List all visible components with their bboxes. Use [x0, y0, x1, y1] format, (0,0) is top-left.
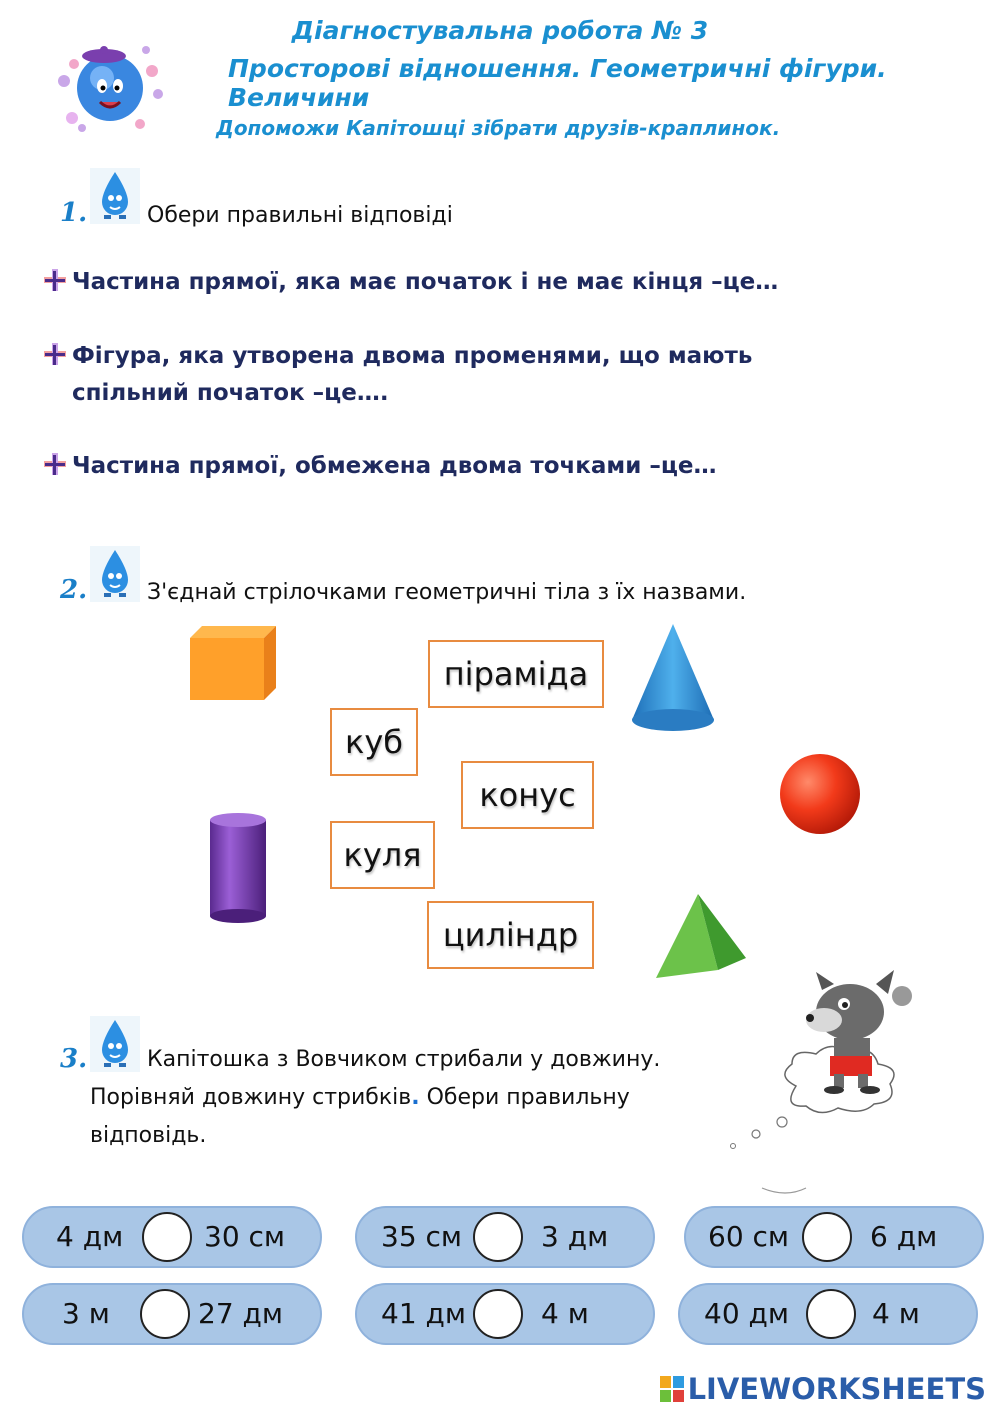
water-drop-icon [90, 168, 140, 224]
liveworksheets-logo [660, 1372, 986, 1406]
compare-pill [355, 1206, 655, 1268]
task3-line-1: Капітошка з Вовчиком стрибали у довжину. [147, 1047, 661, 1072]
answer-circle[interactable] [142, 1212, 192, 1262]
task1-instruction: Обери правильні відповіді [147, 203, 453, 228]
task3-line-2c: Обери правильну [419, 1085, 630, 1110]
compare-left: 3 м [62, 1297, 110, 1330]
question-3: Частина прямої, обмежена двома точками –це… [72, 453, 717, 479]
question-2-line-2: спільний початок –це…. [72, 380, 389, 406]
answer-circle[interactable] [473, 1289, 523, 1339]
compare-left: 41 дм [381, 1297, 467, 1330]
task3-line-2a: Порівняй довжину стрибків [90, 1085, 412, 1110]
liveworksheets-text: LIVEWORKSHEETS [687, 1372, 986, 1406]
compare-right: 30 см [204, 1220, 286, 1253]
cube-icon[interactable] [188, 624, 278, 702]
question-1: Частина прямої, яка має початок і не має кінця –це… [72, 269, 779, 295]
task3-line-2-dot: . [411, 1085, 420, 1110]
compare-right: 27 дм [198, 1297, 284, 1330]
water-drop-icon [90, 1016, 140, 1072]
compare-pill [355, 1283, 655, 1345]
title-line-1: Діагностувальна робота № 3 [291, 16, 709, 45]
word-box-tsylindr[interactable]: циліндр [427, 901, 594, 969]
sphere-icon[interactable] [778, 752, 862, 836]
bullet-icon [42, 452, 68, 478]
compare-left: 60 см [708, 1220, 790, 1253]
task1-number: 1. [60, 198, 88, 228]
task3-number: 3. [60, 1044, 88, 1074]
liveworksheets-logo-icon [660, 1376, 684, 1402]
word-box-piramida[interactable]: піраміда [428, 640, 604, 708]
wolf-on-cloud-icon [726, 966, 926, 1196]
compare-right: 6 дм [870, 1220, 938, 1253]
compare-pill [22, 1206, 322, 1268]
answer-circle[interactable] [806, 1289, 856, 1339]
word-box-konus[interactable]: конус [461, 761, 594, 829]
title-line-2: Просторові відношення. Геометричні фігури. Величини [228, 54, 887, 112]
bullet-icon [42, 268, 68, 294]
task2-number: 2. [60, 575, 88, 605]
compare-pill [678, 1283, 978, 1345]
question-2-line-1: Фігура, яка утворена двома променями, що мають [72, 343, 753, 369]
compare-right: 4 м [872, 1297, 920, 1330]
water-drop-icon [90, 546, 140, 602]
answer-circle[interactable] [140, 1289, 190, 1339]
compare-pill [22, 1283, 322, 1345]
compare-left: 4 дм [56, 1220, 124, 1253]
answer-circle[interactable] [473, 1212, 523, 1262]
word-box-kulia[interactable]: куля [330, 821, 435, 889]
task3-line-3: відповідь. [90, 1123, 207, 1148]
compare-right: 3 дм [541, 1220, 609, 1253]
answer-circle[interactable] [802, 1212, 852, 1262]
word-box-kub[interactable]: куб [330, 708, 418, 776]
cone-icon[interactable] [630, 622, 716, 734]
subtitle: Допоможи Капітошці зібрати друзів-краплинок. [216, 116, 781, 140]
task3-line-2 [90, 1085, 630, 1110]
compare-pill [684, 1206, 984, 1268]
compare-right: 4 м [541, 1297, 589, 1330]
bullet-icon [42, 342, 68, 368]
task2-instruction: З'єднай стрілочками геометричні тіла з їх назвами. [147, 580, 747, 605]
compare-left: 35 см [381, 1220, 463, 1253]
compare-left: 40 дм [704, 1297, 790, 1330]
cylinder-icon[interactable] [208, 812, 268, 924]
